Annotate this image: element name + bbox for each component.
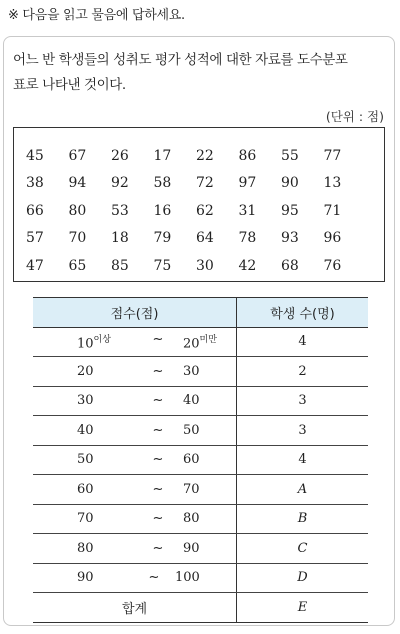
data-value: 47 [26,257,44,274]
table-row [33,475,368,505]
data-value: 71 [323,202,342,219]
data-value: 95 [281,202,299,219]
table-row [33,534,368,564]
table-row [33,445,368,475]
count-cell: 3 [237,386,369,416]
range-cell [33,327,237,357]
count-cell: D [237,563,369,593]
data-value: 55 [281,147,299,164]
count-cell: C [237,534,369,564]
data-value: 38 [26,175,44,192]
range-tilde: ~ [152,540,164,556]
range-low: 90 [77,570,94,586]
data-value: 97 [238,175,257,192]
data-row [26,225,366,253]
range-tilde: ~ [152,452,164,468]
table-header-row [33,298,368,328]
range-cell [33,386,237,416]
data-value: 66 [26,202,44,219]
range-high: 40 [183,393,200,409]
data-value: 64 [196,230,214,247]
instruction-text: ※ 다음을 읽고 물음에 답하세요. [8,8,185,23]
range-cell [33,357,237,387]
question-line-2: 표로 나타낸 것이다. [13,77,126,93]
range-high: 90 [183,540,200,556]
data-row [26,197,366,225]
range-low: 10 [77,336,94,352]
range-high: 100 [175,570,200,586]
data-value: 17 [153,147,172,164]
data-value: 30 [196,257,214,274]
range-cell [33,563,237,593]
range-low: 60 [77,481,94,497]
header-score: 점수(점) [33,298,237,328]
data-value: 79 [153,230,172,247]
data-value: 85 [111,257,129,274]
data-value: 67 [68,147,87,164]
frequency-table [33,297,368,623]
unit-label: (단위 : 점) [325,109,384,124]
range-high: 30 [183,363,200,379]
data-value: 75 [153,257,172,274]
question-line-1: 어느 반 학생들의 성취도 평가 성적에 대한 자료를 도수분포 [13,52,348,68]
range-low: 30 [77,393,94,409]
range-low: 70 [77,511,94,527]
data-value: 42 [238,257,257,274]
data-row [26,252,366,280]
count-cell: 4 [237,445,369,475]
count-cell: 2 [237,357,369,387]
table-row [33,327,368,357]
raw-data-grid [26,142,366,280]
data-value: 90 [281,175,299,192]
range-low: 80 [77,540,94,556]
range-tilde: ~ [152,481,164,497]
range-tilde: ~ [152,363,164,379]
range-tilde: ~ [148,570,160,586]
range-tilde: ~ [152,422,164,438]
data-value: 72 [196,175,214,192]
table-row [33,563,368,593]
range-high: 50 [183,422,200,438]
data-value: 70 [68,230,87,247]
data-value: 92 [111,175,129,192]
total-row [33,593,368,623]
range-low: 50 [77,452,94,468]
data-value: 22 [196,147,214,164]
data-value: 80 [68,202,87,219]
data-row [26,142,366,170]
range-low: 20 [77,363,94,379]
question-text [13,48,388,98]
data-value: 16 [153,202,172,219]
total-value: E [237,593,369,623]
data-value: 13 [323,175,342,192]
range-high: 70 [183,481,200,497]
data-value: 65 [68,257,87,274]
range-tilde: ~ [152,393,164,409]
range-high-suffix: 미만 [199,335,217,346]
data-value: 76 [323,257,342,274]
data-value: 57 [26,230,44,247]
data-value: 31 [238,202,257,219]
range-cell [33,475,237,505]
header-count: 학생 수(명) [237,298,369,328]
range-tilde: ~ [152,332,164,348]
range-cell [33,534,237,564]
data-value: 78 [238,230,257,247]
count-cell: A [237,475,369,505]
range-low: 40 [77,422,94,438]
data-row [26,170,366,198]
data-value: 26 [111,147,129,164]
range-cell [33,416,237,446]
data-value: 18 [111,230,129,247]
range-high: 20 [183,336,200,352]
count-cell: B [237,504,369,534]
data-value: 86 [238,147,257,164]
data-value: 62 [196,202,214,219]
data-value: 94 [68,175,87,192]
count-cell: 3 [237,416,369,446]
table-row [33,357,368,387]
count-cell: 4 [237,327,369,357]
data-value: 93 [281,230,299,247]
range-cell [33,445,237,475]
range-cell [33,504,237,534]
data-value: 53 [111,202,129,219]
range-tilde: ~ [152,511,164,527]
range-high: 80 [183,511,200,527]
data-value: 58 [153,175,172,192]
table-row [33,416,368,446]
data-value: 45 [26,147,44,164]
table-row [33,386,368,416]
total-label: 합계 [33,593,237,623]
data-value: 96 [323,230,342,247]
data-value: 77 [323,147,342,164]
table-row [33,504,368,534]
range-low-suffix: 이상 [93,335,111,346]
range-high: 60 [183,452,200,468]
data-value: 68 [281,257,299,274]
